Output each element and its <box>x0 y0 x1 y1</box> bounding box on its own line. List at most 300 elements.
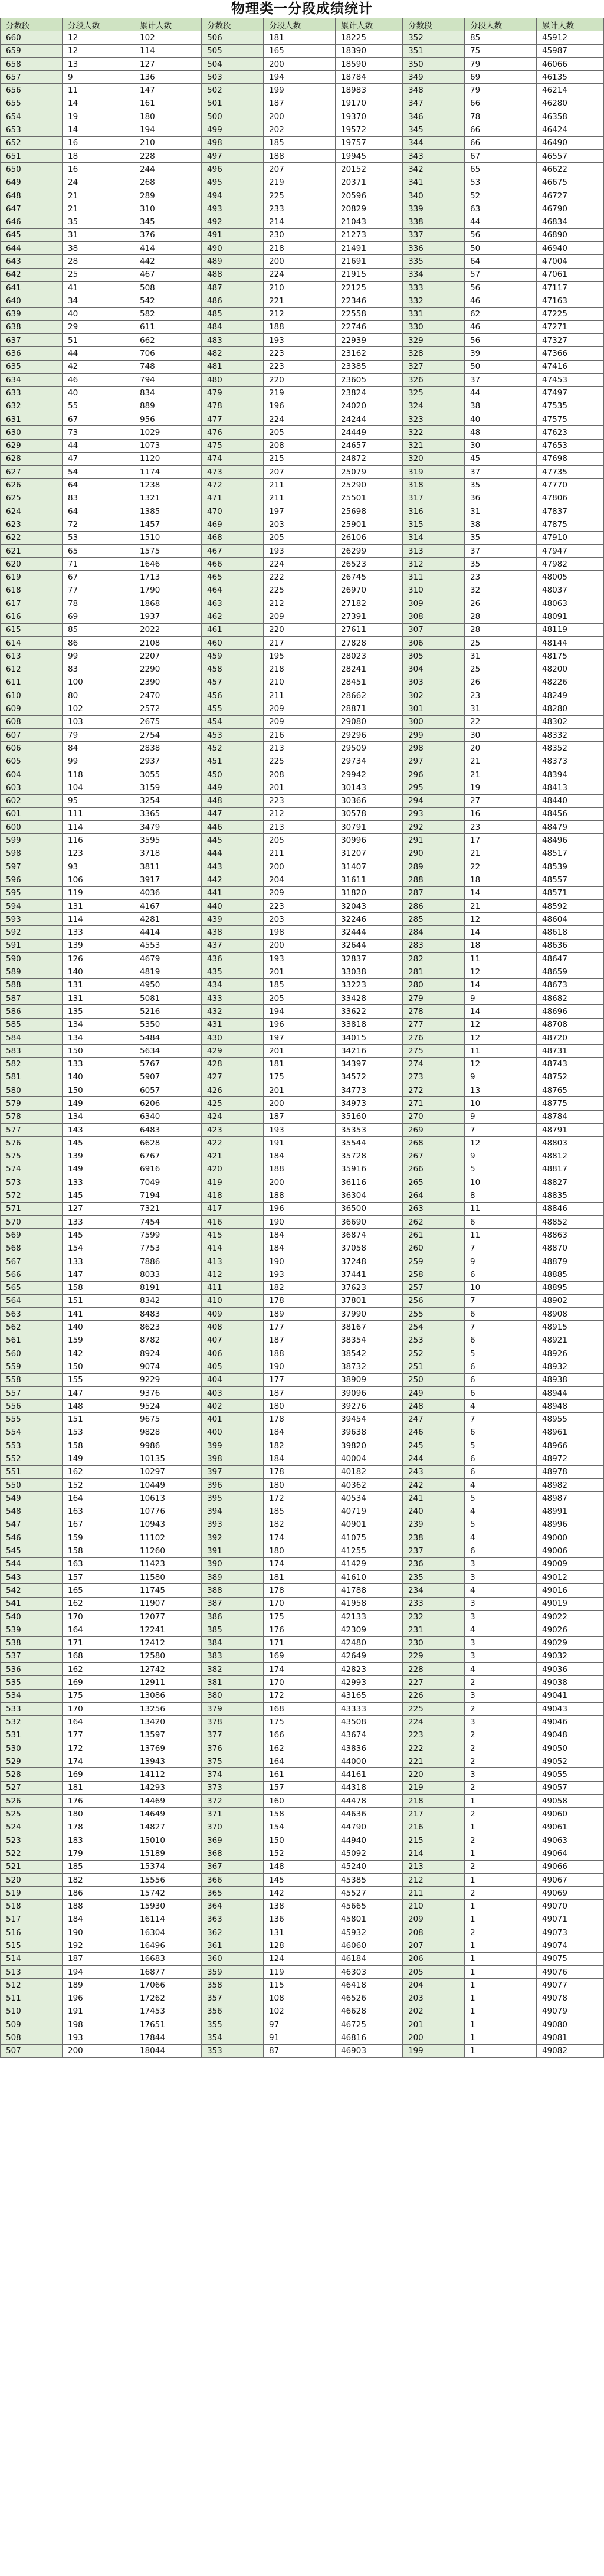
cumulative-cell: 16496 <box>134 1939 202 1952</box>
score-cell: 319 <box>403 466 465 479</box>
score-cell: 350 <box>403 57 465 70</box>
cumulative-cell: 48791 <box>537 1123 604 1136</box>
count-cell: 54 <box>63 466 134 479</box>
count-cell: 225 <box>264 755 336 768</box>
cumulative-cell: 956 <box>134 413 202 425</box>
cumulative-cell: 47453 <box>537 374 604 387</box>
cumulative-cell: 22346 <box>336 294 403 307</box>
score-cell: 365 <box>202 1887 264 1900</box>
score-cell: 360 <box>202 1952 264 1965</box>
score-cell: 299 <box>403 729 465 742</box>
score-cell: 248 <box>403 1400 465 1413</box>
cumulative-cell: 47271 <box>537 320 604 333</box>
count-cell: 1 <box>465 1821 537 1834</box>
cumulative-cell: 7886 <box>134 1255 202 1268</box>
score-cell: 401 <box>202 1413 264 1426</box>
count-cell: 25 <box>465 663 537 676</box>
count-cell: 203 <box>264 518 336 531</box>
score-cell: 418 <box>202 1189 264 1202</box>
count-cell: 116 <box>63 834 134 847</box>
count-cell: 177 <box>264 1373 336 1386</box>
cumulative-cell: 4414 <box>134 926 202 939</box>
score-cell: 472 <box>202 479 264 492</box>
cumulative-cell: 29942 <box>336 768 403 781</box>
score-cell: 412 <box>202 1268 264 1281</box>
count-cell: 7 <box>465 1294 537 1307</box>
count-cell: 177 <box>264 1321 336 1334</box>
score-cell: 366 <box>202 1873 264 1886</box>
score-cell: 605 <box>1 755 63 768</box>
count-cell: 75 <box>465 44 537 57</box>
score-cell: 641 <box>1 281 63 294</box>
score-cell: 240 <box>403 1505 465 1518</box>
cumulative-cell: 7194 <box>134 1189 202 1202</box>
cumulative-cell: 48280 <box>537 702 604 715</box>
count-cell: 164 <box>63 1623 134 1636</box>
table-row <box>1 1557 604 1570</box>
score-cell: 595 <box>1 886 63 899</box>
cumulative-cell: 49061 <box>537 1821 604 1834</box>
count-cell: 203 <box>264 913 336 926</box>
cumulative-cell: 49050 <box>537 1742 604 1755</box>
score-cell: 538 <box>1 1636 63 1649</box>
cumulative-cell: 161 <box>134 97 202 110</box>
score-cell: 335 <box>403 255 465 268</box>
score-cell: 540 <box>1 1610 63 1623</box>
cumulative-cell: 36874 <box>336 1229 403 1242</box>
count-cell: 50 <box>465 242 537 255</box>
count-cell: 212 <box>264 807 336 820</box>
score-cell: 279 <box>403 991 465 1004</box>
cumulative-cell: 41958 <box>336 1597 403 1610</box>
count-cell: 34 <box>63 294 134 307</box>
cumulative-cell: 17844 <box>134 2031 202 2044</box>
score-cell: 328 <box>403 347 465 360</box>
score-cell: 464 <box>202 584 264 597</box>
score-cell: 563 <box>1 1308 63 1321</box>
score-cell: 516 <box>1 1926 63 1939</box>
cumulative-cell: 46816 <box>336 2031 403 2044</box>
score-cell: 308 <box>403 610 465 623</box>
table-row <box>1 834 604 847</box>
table-row <box>1 1742 604 1755</box>
cumulative-cell: 46066 <box>537 57 604 70</box>
count-cell: 142 <box>63 1347 134 1360</box>
table-row <box>1 136 604 149</box>
cumulative-cell: 1790 <box>134 584 202 597</box>
score-cell: 377 <box>202 1729 264 1742</box>
score-cell: 199 <box>403 2044 465 2057</box>
count-cell: 195 <box>264 650 336 663</box>
count-cell: 209 <box>264 610 336 623</box>
score-cell: 407 <box>202 1334 264 1347</box>
count-cell: 220 <box>264 374 336 387</box>
score-cell: 495 <box>202 176 264 189</box>
score-cell: 296 <box>403 768 465 781</box>
score-cell: 441 <box>202 886 264 899</box>
count-cell: 201 <box>264 965 336 978</box>
count-cell: 31 <box>63 228 134 241</box>
count-cell: 158 <box>63 1544 134 1557</box>
count-cell: 184 <box>264 1426 336 1439</box>
count-cell: 21 <box>63 189 134 202</box>
cumulative-cell: 16683 <box>134 1952 202 1965</box>
cumulative-cell: 48249 <box>537 689 604 702</box>
score-cell: 344 <box>403 136 465 149</box>
count-cell: 180 <box>264 1400 336 1413</box>
cumulative-cell: 2572 <box>134 702 202 715</box>
score-cell: 241 <box>403 1492 465 1505</box>
count-cell: 4 <box>465 1663 537 1676</box>
score-cell: 462 <box>202 610 264 623</box>
score-cell: 598 <box>1 847 63 860</box>
cumulative-cell: 136 <box>134 71 202 84</box>
score-cell: 564 <box>1 1294 63 1307</box>
count-cell: 158 <box>63 1439 134 1452</box>
table-row <box>1 1123 604 1136</box>
cumulative-cell: 48991 <box>537 1505 604 1518</box>
score-cell: 364 <box>202 1900 264 1913</box>
count-cell: 85 <box>63 623 134 636</box>
table-row <box>1 1808 604 1821</box>
count-cell: 178 <box>264 1413 336 1426</box>
cumulative-cell: 1238 <box>134 479 202 492</box>
score-cell: 305 <box>403 650 465 663</box>
cumulative-cell: 48944 <box>537 1386 604 1399</box>
score-cell: 568 <box>1 1242 63 1255</box>
count-cell: 155 <box>63 1373 134 1386</box>
count-cell: 57 <box>465 268 537 281</box>
count-cell: 46 <box>465 320 537 333</box>
cumulative-cell: 34015 <box>336 1031 403 1044</box>
cumulative-cell: 3159 <box>134 781 202 794</box>
cumulative-cell: 8191 <box>134 1281 202 1294</box>
cumulative-cell: 47366 <box>537 347 604 360</box>
count-cell: 205 <box>264 991 336 1004</box>
table-row <box>1 1150 604 1163</box>
cumulative-cell: 49022 <box>537 1610 604 1623</box>
score-cell: 243 <box>403 1465 465 1478</box>
count-cell: 141 <box>63 1308 134 1321</box>
table-row <box>1 1847 604 1860</box>
cumulative-cell: 48817 <box>537 1163 604 1176</box>
cumulative-cell: 1713 <box>134 571 202 584</box>
count-cell: 164 <box>63 1716 134 1729</box>
score-cell: 607 <box>1 729 63 742</box>
cumulative-cell: 25079 <box>336 466 403 479</box>
score-cell: 521 <box>1 1860 63 1873</box>
score-cell: 632 <box>1 400 63 413</box>
cumulative-cell: 2207 <box>134 650 202 663</box>
score-cell: 584 <box>1 1031 63 1044</box>
count-cell: 204 <box>264 873 336 886</box>
cumulative-cell: 28451 <box>336 676 403 689</box>
cumulative-cell: 48720 <box>537 1031 604 1044</box>
count-cell: 131 <box>264 1926 336 1939</box>
score-cell: 519 <box>1 1887 63 1900</box>
count-cell: 140 <box>63 1321 134 1334</box>
cumulative-cell: 49071 <box>537 1913 604 1926</box>
count-cell: 40 <box>63 387 134 400</box>
score-cell: 434 <box>202 978 264 991</box>
count-cell: 233 <box>264 202 336 215</box>
score-cell: 612 <box>1 663 63 676</box>
cumulative-cell: 2675 <box>134 715 202 728</box>
cumulative-cell: 48413 <box>537 781 604 794</box>
count-cell: 193 <box>63 2031 134 2044</box>
count-cell: 95 <box>63 794 134 807</box>
cumulative-cell: 48885 <box>537 1268 604 1281</box>
table-row <box>1 1979 604 1992</box>
score-cell: 302 <box>403 689 465 702</box>
cumulative-cell: 37248 <box>336 1255 403 1268</box>
table-row <box>1 44 604 57</box>
count-cell: 145 <box>63 1229 134 1242</box>
score-cell: 625 <box>1 492 63 505</box>
cumulative-cell: 48870 <box>537 1242 604 1255</box>
count-cell: 164 <box>63 1492 134 1505</box>
cumulative-cell: 44790 <box>336 1821 403 1834</box>
count-cell: 3 <box>465 1571 537 1584</box>
score-cell: 237 <box>403 1544 465 1557</box>
table-row <box>1 492 604 505</box>
count-cell: 6 <box>465 1544 537 1557</box>
score-cell: 431 <box>202 1018 264 1031</box>
score-cell: 205 <box>403 1965 465 1978</box>
score-cell: 501 <box>202 97 264 110</box>
cumulative-cell: 35160 <box>336 1110 403 1123</box>
table-row <box>1 1584 604 1597</box>
count-cell: 4 <box>465 1478 537 1491</box>
cumulative-cell: 1457 <box>134 518 202 531</box>
cumulative-cell: 14649 <box>134 1808 202 1821</box>
score-cell: 230 <box>403 1636 465 1649</box>
score-cell: 496 <box>202 163 264 176</box>
cumulative-cell: 40362 <box>336 1478 403 1491</box>
count-cell: 190 <box>264 1255 336 1268</box>
count-cell: 222 <box>264 571 336 584</box>
score-cell: 453 <box>202 729 264 742</box>
score-cell: 552 <box>1 1452 63 1465</box>
count-cell: 162 <box>63 1597 134 1610</box>
count-cell: 13 <box>465 1084 537 1097</box>
count-cell: 11 <box>465 1045 537 1058</box>
cumulative-cell: 147 <box>134 84 202 97</box>
cumulative-cell: 48743 <box>537 1058 604 1071</box>
table-row <box>1 821 604 834</box>
count-cell: 139 <box>63 939 134 952</box>
cumulative-cell: 49067 <box>537 1873 604 1886</box>
cumulative-cell: 467 <box>134 268 202 281</box>
score-cell: 201 <box>403 2018 465 2031</box>
score-cell: 367 <box>202 1860 264 1873</box>
cumulative-cell: 48708 <box>537 1018 604 1031</box>
table-row <box>1 676 604 689</box>
count-cell: 213 <box>264 821 336 834</box>
cumulative-cell: 47416 <box>537 360 604 373</box>
score-cell: 261 <box>403 1229 465 1242</box>
cumulative-cell: 18390 <box>336 44 403 57</box>
count-cell: 1 <box>465 2005 537 2018</box>
cumulative-cell: 5350 <box>134 1018 202 1031</box>
table-row <box>1 650 604 663</box>
cumulative-cell: 28241 <box>336 663 403 676</box>
cumulative-cell: 23605 <box>336 374 403 387</box>
cumulative-cell: 4281 <box>134 913 202 926</box>
cumulative-cell: 37801 <box>336 1294 403 1307</box>
count-cell: 119 <box>264 1965 336 1978</box>
score-cell: 229 <box>403 1649 465 1662</box>
count-cell: 1 <box>465 1847 537 1860</box>
count-cell: 134 <box>63 1018 134 1031</box>
count-cell: 187 <box>264 1110 336 1123</box>
count-cell: 2 <box>465 1755 537 1768</box>
count-cell: 31 <box>465 702 537 715</box>
cumulative-cell: 48827 <box>537 1176 604 1189</box>
table-row <box>1 702 604 715</box>
count-cell: 93 <box>63 860 134 873</box>
score-cell: 388 <box>202 1584 264 1597</box>
cumulative-cell: 49055 <box>537 1768 604 1781</box>
count-cell: 161 <box>264 1768 336 1781</box>
cumulative-cell: 48571 <box>537 886 604 899</box>
cumulative-cell: 44940 <box>336 1834 403 1847</box>
cumulative-cell: 30996 <box>336 834 403 847</box>
count-cell: 17 <box>465 834 537 847</box>
cumulative-cell: 4036 <box>134 886 202 899</box>
count-cell: 71 <box>63 558 134 571</box>
count-cell: 56 <box>465 281 537 294</box>
cumulative-cell: 48852 <box>537 1216 604 1229</box>
count-cell: 53 <box>63 531 134 544</box>
score-cell: 626 <box>1 479 63 492</box>
count-cell: 133 <box>63 1255 134 1268</box>
cumulative-cell: 47575 <box>537 413 604 425</box>
score-cell: 203 <box>403 1992 465 2005</box>
score-cell: 627 <box>1 466 63 479</box>
cumulative-cell: 49026 <box>537 1623 604 1636</box>
score-cell: 313 <box>403 544 465 557</box>
score-cell: 298 <box>403 742 465 755</box>
count-cell: 191 <box>63 2005 134 2018</box>
count-cell: 1 <box>465 2044 537 2057</box>
count-cell: 128 <box>264 1939 336 1952</box>
cumulative-cell: 18225 <box>336 31 403 44</box>
table-row <box>1 1505 604 1518</box>
column-header: 分数段 <box>1 18 63 31</box>
score-cell: 342 <box>403 163 465 176</box>
count-cell: 22 <box>465 860 537 873</box>
count-cell: 108 <box>264 1992 336 2005</box>
score-cell: 277 <box>403 1018 465 1031</box>
count-cell: 27 <box>465 794 537 807</box>
count-cell: 62 <box>465 307 537 320</box>
score-cell: 571 <box>1 1202 63 1215</box>
cumulative-cell: 46940 <box>537 242 604 255</box>
cumulative-cell: 102 <box>134 31 202 44</box>
count-cell: 42 <box>63 360 134 373</box>
table-row <box>1 1084 604 1097</box>
count-cell: 142 <box>264 1887 336 1900</box>
cumulative-cell: 32043 <box>336 899 403 912</box>
score-cell: 209 <box>403 1913 465 1926</box>
score-cell: 450 <box>202 768 264 781</box>
table-row <box>1 334 604 347</box>
score-cell: 610 <box>1 689 63 702</box>
score-cell: 263 <box>403 1202 465 1215</box>
cumulative-cell: 48926 <box>537 1347 604 1360</box>
score-cell: 333 <box>403 281 465 294</box>
cumulative-cell: 48879 <box>537 1255 604 1268</box>
cumulative-cell: 43836 <box>336 1742 403 1755</box>
count-cell: 193 <box>264 1268 336 1281</box>
score-cell: 214 <box>403 1847 465 1860</box>
cumulative-cell: 48647 <box>537 953 604 965</box>
cumulative-cell: 228 <box>134 149 202 162</box>
score-cell: 504 <box>202 57 264 70</box>
cumulative-cell: 43333 <box>336 1703 403 1716</box>
score-cell: 390 <box>202 1557 264 1570</box>
score-cell: 604 <box>1 768 63 781</box>
table-row <box>1 899 604 912</box>
count-cell: 28 <box>465 610 537 623</box>
cumulative-cell: 48775 <box>537 1097 604 1110</box>
count-cell: 147 <box>63 1386 134 1399</box>
table-row <box>1 1610 604 1623</box>
table-row <box>1 978 604 991</box>
table-row <box>1 1939 604 1952</box>
count-cell: 14 <box>63 123 134 136</box>
score-cell: 307 <box>403 623 465 636</box>
cumulative-cell: 7321 <box>134 1202 202 1215</box>
count-cell: 1 <box>465 1992 537 2005</box>
cumulative-cell: 48226 <box>537 676 604 689</box>
cumulative-cell: 17651 <box>134 2018 202 2031</box>
cumulative-cell: 9074 <box>134 1360 202 1373</box>
score-cell: 245 <box>403 1439 465 1452</box>
cumulative-cell: 24657 <box>336 439 403 452</box>
score-cell: 219 <box>403 1781 465 1794</box>
count-cell: 145 <box>63 1189 134 1202</box>
table-row <box>1 1623 604 1636</box>
table-row <box>1 939 604 952</box>
score-cell: 503 <box>202 71 264 84</box>
score-cell: 252 <box>403 1347 465 1360</box>
count-cell: 100 <box>63 676 134 689</box>
cumulative-cell: 10449 <box>134 1478 202 1491</box>
table-row <box>1 1229 604 1242</box>
count-cell: 21 <box>465 768 537 781</box>
score-cell: 524 <box>1 1821 63 1834</box>
cumulative-cell: 44161 <box>336 1768 403 1781</box>
score-cell: 554 <box>1 1426 63 1439</box>
table-row <box>1 71 604 84</box>
count-cell: 2 <box>465 1676 537 1689</box>
count-cell: 140 <box>63 965 134 978</box>
score-cell: 586 <box>1 1005 63 1018</box>
count-cell: 187 <box>264 97 336 110</box>
cumulative-cell: 9229 <box>134 1373 202 1386</box>
table-row <box>1 1952 604 1965</box>
count-cell: 160 <box>264 1795 336 1808</box>
table-row <box>1 1676 604 1689</box>
count-cell: 221 <box>264 294 336 307</box>
score-cell: 635 <box>1 360 63 373</box>
count-cell: 115 <box>264 1979 336 1992</box>
count-cell: 1 <box>465 1952 537 1965</box>
score-cell: 204 <box>403 1979 465 1992</box>
cumulative-cell: 18983 <box>336 84 403 97</box>
